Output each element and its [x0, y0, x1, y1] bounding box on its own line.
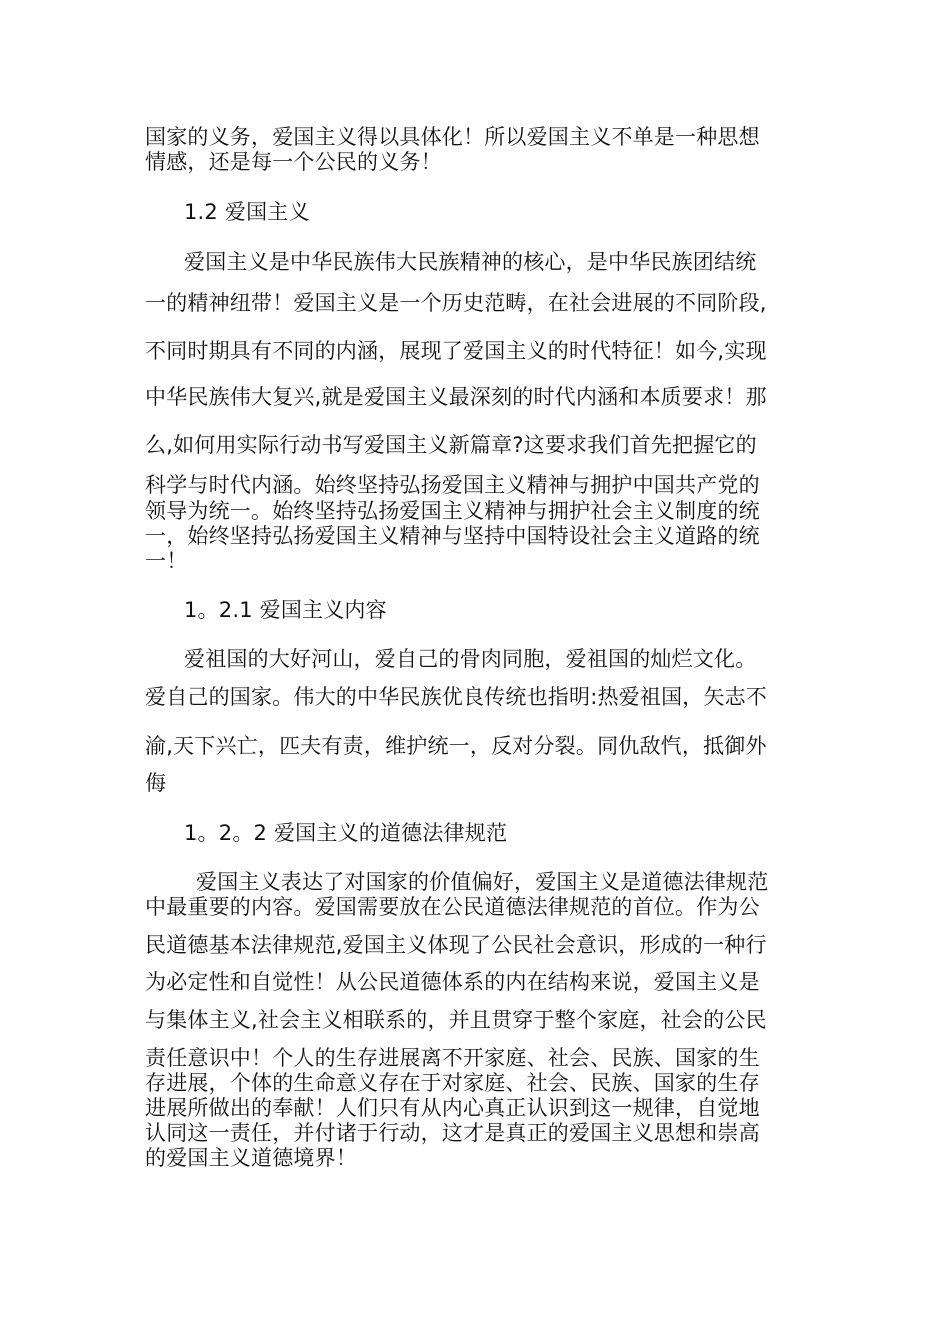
text-line: 不同时期具有不同的内涵，展现了爱国主义的时代特征！如今,实现 [145, 339, 767, 363]
text-line: 与集体主义,社会主义相联系的，并且贯穿于整个家庭，社会的公民 [145, 1008, 767, 1032]
text-line: 为必定性和自觉性！从公民道德体系的内在结构来说，爱国主义是 [145, 970, 760, 994]
text-line: 一，始终坚持弘扬爱国主义精神与坚持中国特设社会主义道路的统 [145, 524, 760, 548]
text-line: 的爱国主义道德境界！ [145, 1146, 357, 1170]
text-line: 科学与时代内涵。始终坚持弘扬爱国主义精神与拥护中国共产党的 [145, 473, 760, 497]
text-line: 国家的义务，爱国主义得以具体化！所以爱国主义不单是一种思想 [145, 125, 760, 149]
section-heading: 1。2。2 爱国主义的道德法律规范 [184, 821, 508, 845]
text-line: 民道德基本法律规范,爱国主义体现了公民社会意识，形成的一种行 [145, 933, 767, 957]
text-line: 进展所做出的奉献！人们只有从内心真正认识到这一规律，自觉地 [145, 1096, 760, 1120]
section-heading: 1.2 爱国主义 [184, 200, 310, 224]
text-line: 爱自己的国家。伟大的中华民族优良传统也指明:热爱祖国，矢志不 [145, 685, 768, 709]
text-line: 中最重要的内容。爱国需要放在公民道德法律规范的首位。作为公 [145, 895, 760, 919]
text-line: 情感，还是每一个公民的义务！ [145, 150, 442, 174]
text-line: 领导为统一。始终坚持弘扬爱国主义精神与拥护社会主义制度的统 [145, 499, 760, 523]
text-line: 爱祖国的大好河山，爱自己的骨肉同胞，爱祖国的灿烂文化。 [184, 647, 757, 671]
section-heading: 1。2.1 爱国主义内容 [184, 598, 387, 622]
text-line: 渝,天下兴亡，匹夫有责，维护统一，反对分裂。同仇敌忾，抵御外 [145, 734, 767, 758]
text-line: 爱国主义表达了对国家的价值偏好，爱国主义是道德法律规范 [196, 870, 769, 894]
text-line: 侮 [145, 771, 167, 795]
text-line: 责任意识中！个人的生存进展离不开家庭、社会、民族、国家的生 [145, 1046, 760, 1070]
text-line: 认同这一责任，并付诸于行动，这才是真正的爱国主义思想和崇高 [145, 1121, 760, 1145]
text-line: 一！ [145, 549, 188, 573]
text-line: 么,如何用实际行动书写爱国主义新篇章?这要求我们首先把握它的 [145, 433, 757, 457]
text-line: 中华民族伟大复兴,就是爱国主义最深刻的时代内涵和本质要求！那 [145, 385, 767, 409]
text-line: 爱国主义是中华民族伟大民族精神的核心，是中华民族团结统 [184, 250, 757, 274]
text-line: 存进展，个体的生命意义存在于对家庭、社会、民族、国家的生存 [145, 1071, 760, 1095]
text-line: 一的精神纽带！爱国主义是一个历史范畴，在社会进展的不同阶段, [145, 291, 767, 315]
